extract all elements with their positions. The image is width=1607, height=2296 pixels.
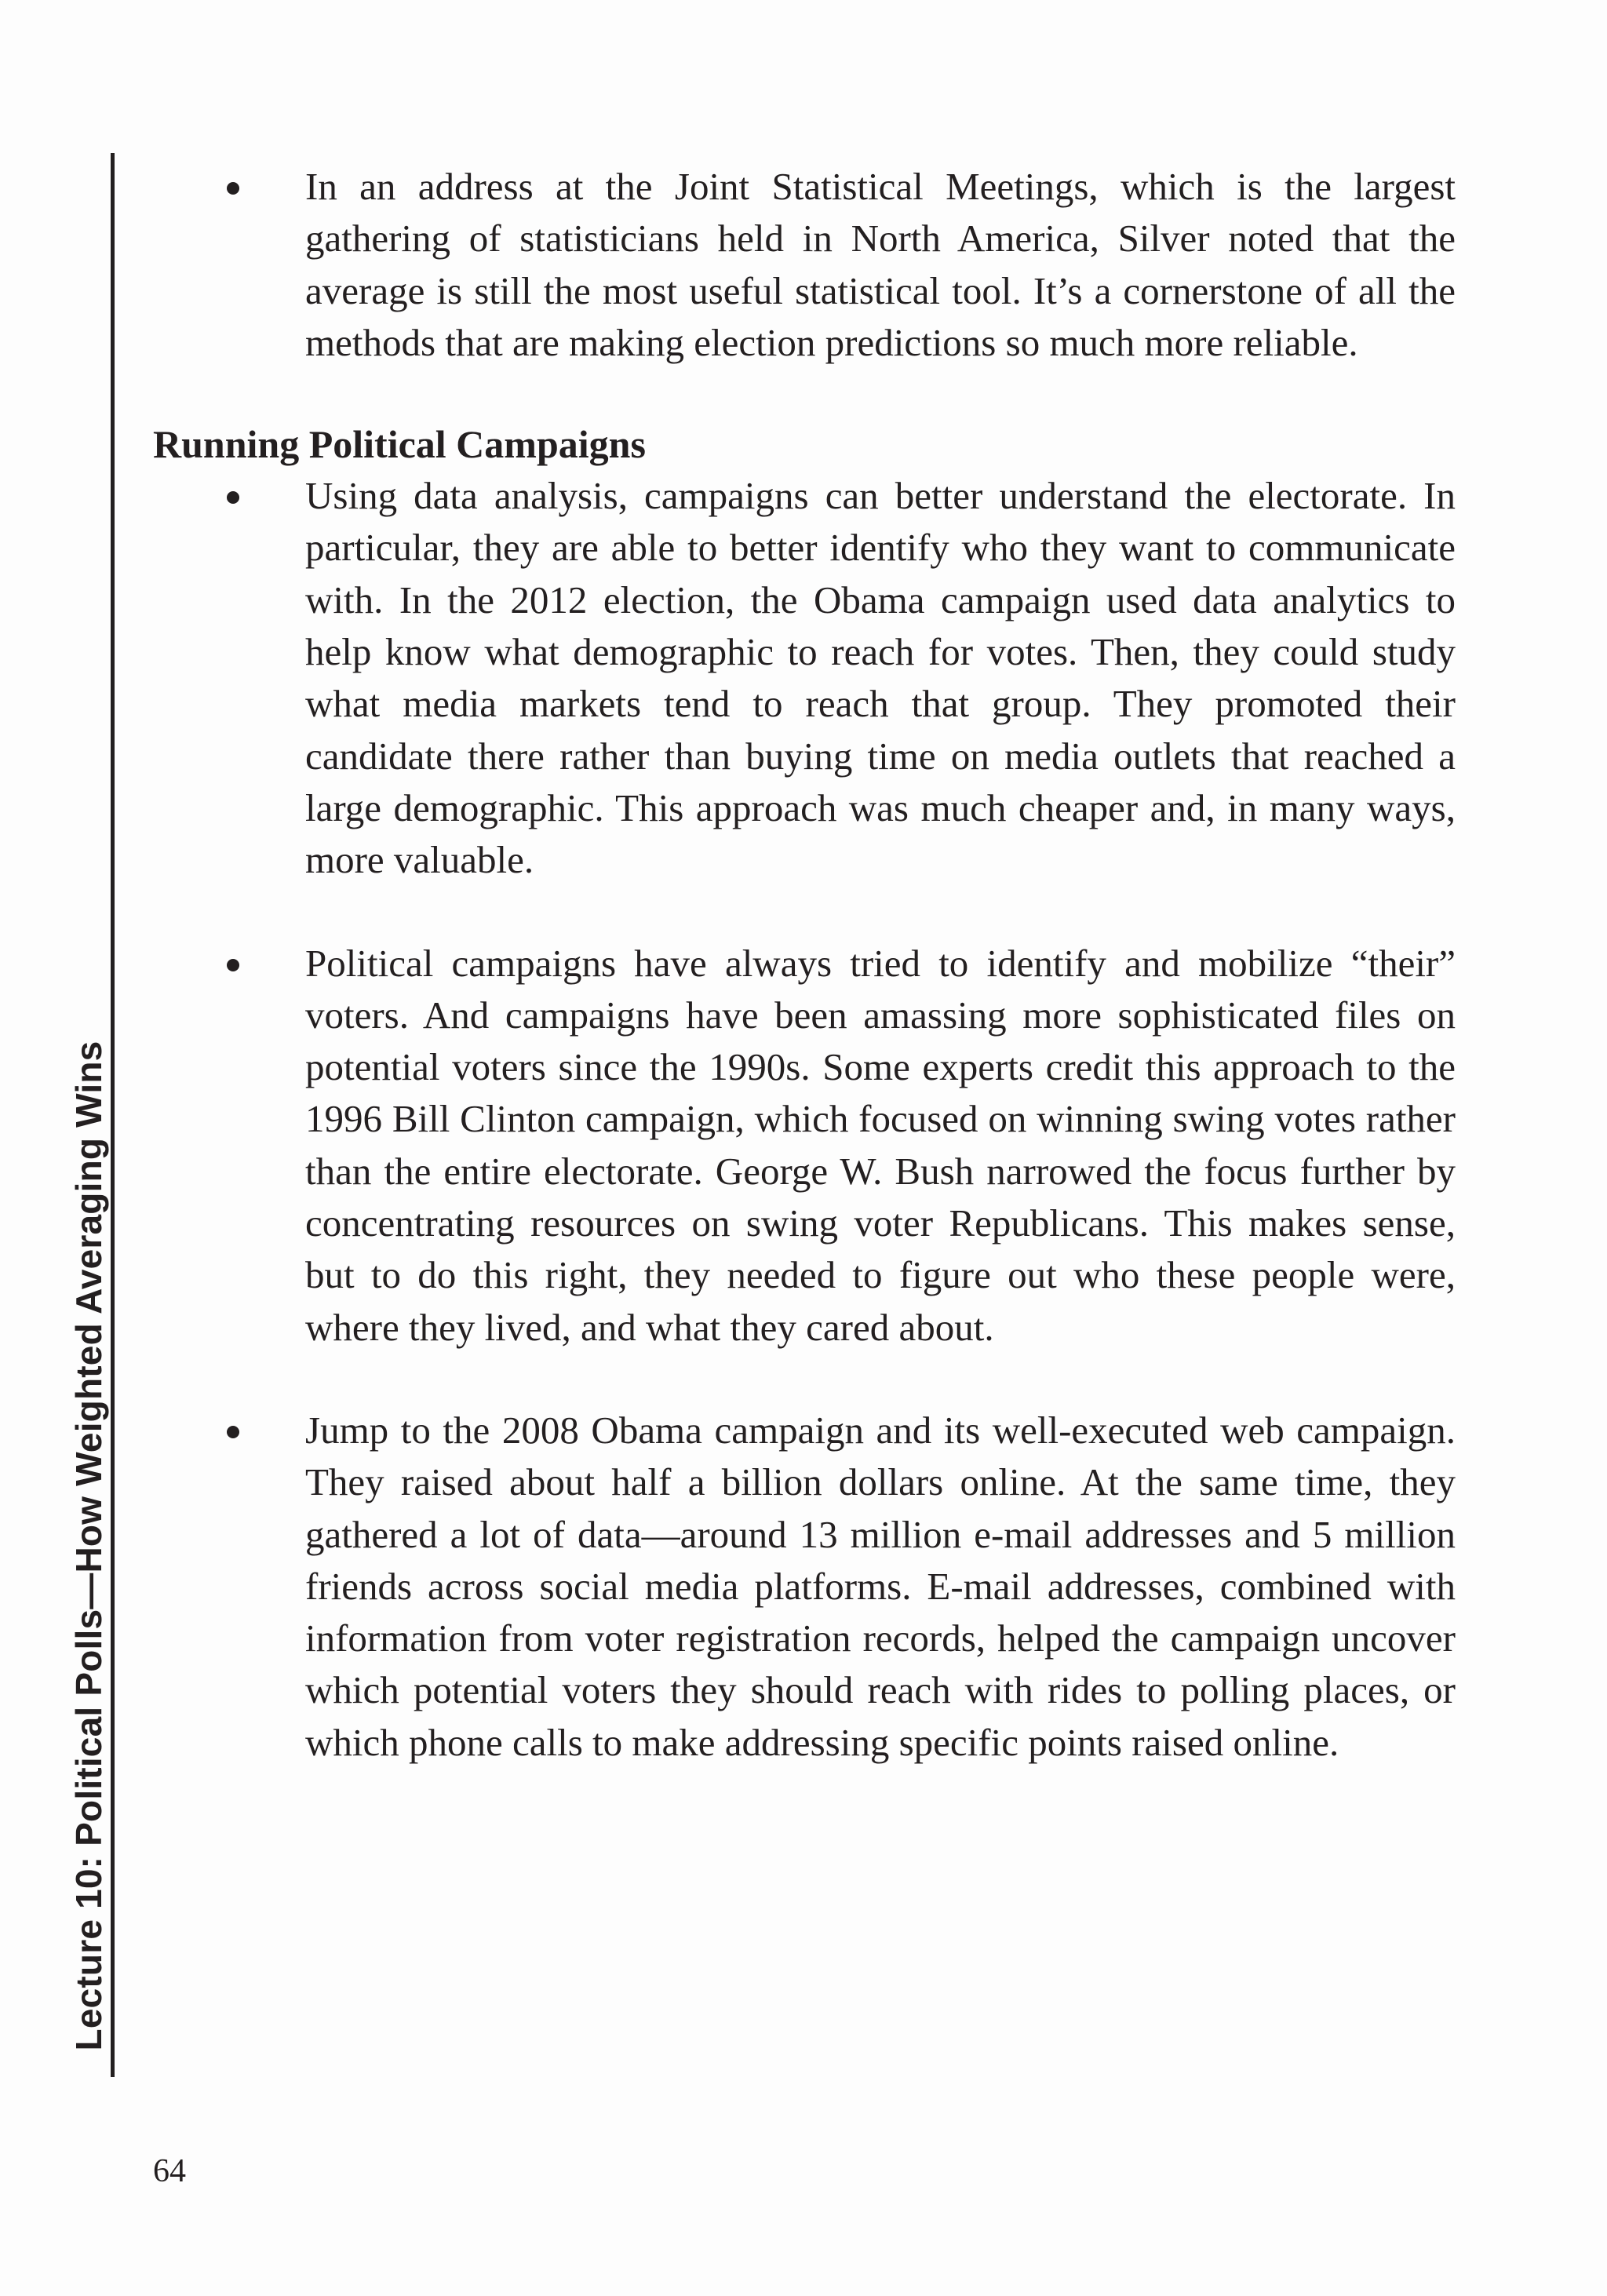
paragraph: In an address at the Joint Statistical Meetings, which is the largest gathering of statisticians held in North America, Silver noted that the average is still the most useful statistical tool. It’s a cornerstone of all the methods that are making election predictions so much more reliable.: [305, 165, 1456, 364]
page-number: 64: [153, 2153, 186, 2189]
running-head-lecture-title: Lecture 10: Political Polls—How Weighted Averaging Wins: [68, 1040, 109, 2051]
intro-bullet-list: [153, 161, 1456, 369]
paragraph: Political campaigns have always tried to identify and mobilize “their” voters. And campaigns have been amassing more sophisticated files on potential voters since the 1990s. Some experts credit this approach to the 1996 Bill Clinton campaign, which focused on winning swing votes rather than the entire electorate. George W. Bush narrowed the focus further by concentrating resources on swing voter Republicans. This makes sense, but to do this right, they needed to figure out who these people were, where they lived, and what they cared about.: [305, 941, 1456, 1349]
bullet-icon: [227, 491, 239, 504]
section-bullet-list: [153, 470, 1456, 1769]
section-heading: Running Political Campaigns: [153, 422, 646, 467]
list-item: [153, 938, 1456, 1354]
paragraph: Using data analysis, campaigns can better understand the electorate. In particular, they are able to better identify who they want to communicate with. In the 2012 election, the Obama campaign used data analytics to help know what demographic to reach for votes. Then, they could study what media markets tend to reach that group. They promoted their candidate there rather than buying time on media outlets that reached a large demographic. This approach was much cheaper and, in many ways, more valuable.: [305, 474, 1456, 882]
list-item: [153, 470, 1456, 886]
bullet-icon: [227, 959, 239, 971]
paragraph: Jump to the 2008 Obama campaign and its well-executed web campaign. They raised about half a billion dollars online. At the same time, they gathered a lot of data—around 13 million e-mail addresses and 5 million friends across social media platforms. E-mail addresses, combined with information from voter registration records, helped the campaign uncover which potential voters they should reach with rides to polling places, or which phone calls to make addressing specific points raised online.: [305, 1408, 1456, 1764]
page-body: [153, 161, 1456, 1769]
bullet-icon: [227, 1426, 239, 1438]
sidebar-rule: [111, 153, 115, 2077]
bullet-icon: [227, 182, 239, 195]
list-item: [153, 1405, 1456, 1769]
list-item: [153, 161, 1456, 369]
